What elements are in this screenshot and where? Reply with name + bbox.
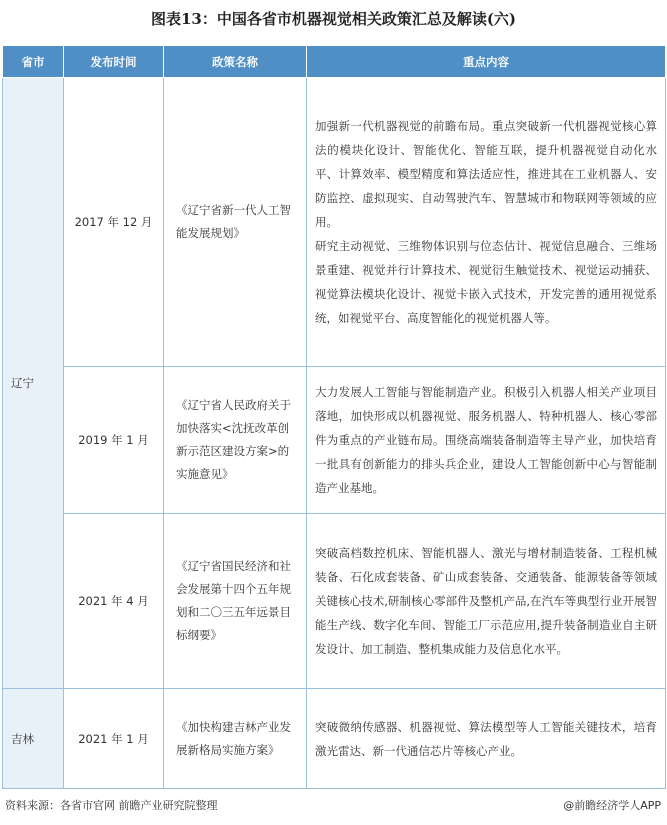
table-row — [3, 367, 666, 514]
header-province: 省市 — [3, 46, 64, 78]
table-header-row — [3, 46, 666, 78]
policy-name-cell: 《辽宁省人民政府关于加快落实<沈抚改革创新示范区建设方案>的实施意见》 — [164, 367, 307, 514]
province-cell: 辽宁 — [3, 78, 64, 689]
date-cell: 2019 年 1 月 — [64, 367, 164, 514]
content-cell — [307, 367, 666, 514]
table-row — [3, 78, 666, 367]
policy-name-cell: 《加快构建吉林产业发展新格局实施方案》 — [164, 689, 307, 789]
chart-title: 图表13：中国各省市机器视觉相关政策汇总及解读(六) — [150, 10, 517, 28]
brand-credit: @前瞻经济学人APP — [563, 799, 661, 812]
policy-name-cell: 《辽宁省国民经济和社会发展第十四个五年规划和二〇三五年远景目标纲要》 — [164, 514, 307, 689]
header-date: 发布时间 — [64, 46, 164, 78]
table-row — [3, 514, 666, 689]
table-row — [3, 689, 666, 789]
content-cell — [307, 78, 666, 367]
source-note: 资料来源：各省市官网 前瞻产业研究院整理 — [5, 799, 218, 812]
content-paragraph: 研究主动视觉、三维物体识别与位态估计、视觉信息融合、三维场景重建、视觉并行计算技术、视觉衍生触觉技术、视觉运动捕获、视觉算法模块化设计、视觉卡嵌入式技术，开发完善的通用视觉系统，如视觉平台、高度智能化的视觉机器人等。 — [315, 239, 657, 325]
policy-name-cell: 《辽宁省新一代人工智能发展规划》 — [164, 78, 307, 367]
date-cell: 2021 年 4 月 — [64, 514, 164, 689]
content-paragraph: 大力发展人工智能与智能制造产业。积极引入机器人相关产业项目落地，加快形成以机器视觉、服务机器人、特种机器人、核心零部件为重点的产业链布局。围绕高端装备制造等主导产业，加快培育一批具有创新能力的排头兵企业，建设人工智能创新中心与智能制造产业基地。 — [315, 385, 657, 495]
policy-table — [2, 45, 666, 789]
content-cell — [307, 689, 666, 789]
header-key-content: 重点内容 — [307, 46, 666, 78]
province-cell: 吉林 — [3, 689, 64, 789]
date-cell: 2017 年 12 月 — [64, 78, 164, 367]
content-cell — [307, 514, 666, 689]
content-paragraph: 突破微纳传感器、机器视觉、算法模型等人工智能关键技术，培育激光雷达、新一代通信芯片等核心产业。 — [315, 719, 657, 758]
content-paragraph: 加强新一代机器视觉的前瞻布局。重点突破新一代机器视觉核心算法的模块化设计、智能优化、智能互联，提升机器视觉自动化水平、计算效率、模型精度和算法适应性，推进其在工业机器人、安防监控、虚拟现实、自动驾驶汽车、智慧城市和物联网等领域的应用。 — [315, 119, 657, 229]
header-policy-name: 政策名称 — [164, 46, 307, 78]
date-cell: 2021 年 1 月 — [64, 689, 164, 789]
content-paragraph: 突破高档数控机床、智能机器人、激光与增材制造装备、工程机械装备、石化成套装备、矿山成套装备、交通装备、能源装备等领域关键核心技术,研制核心零部件及整机产品,在汽车等典型行业开展智能生产线、数字化车间、智能工厂示范应用,提升装备制造业自主研发设计、加工制造、整机集成能力及信息化水平。 — [315, 546, 657, 656]
